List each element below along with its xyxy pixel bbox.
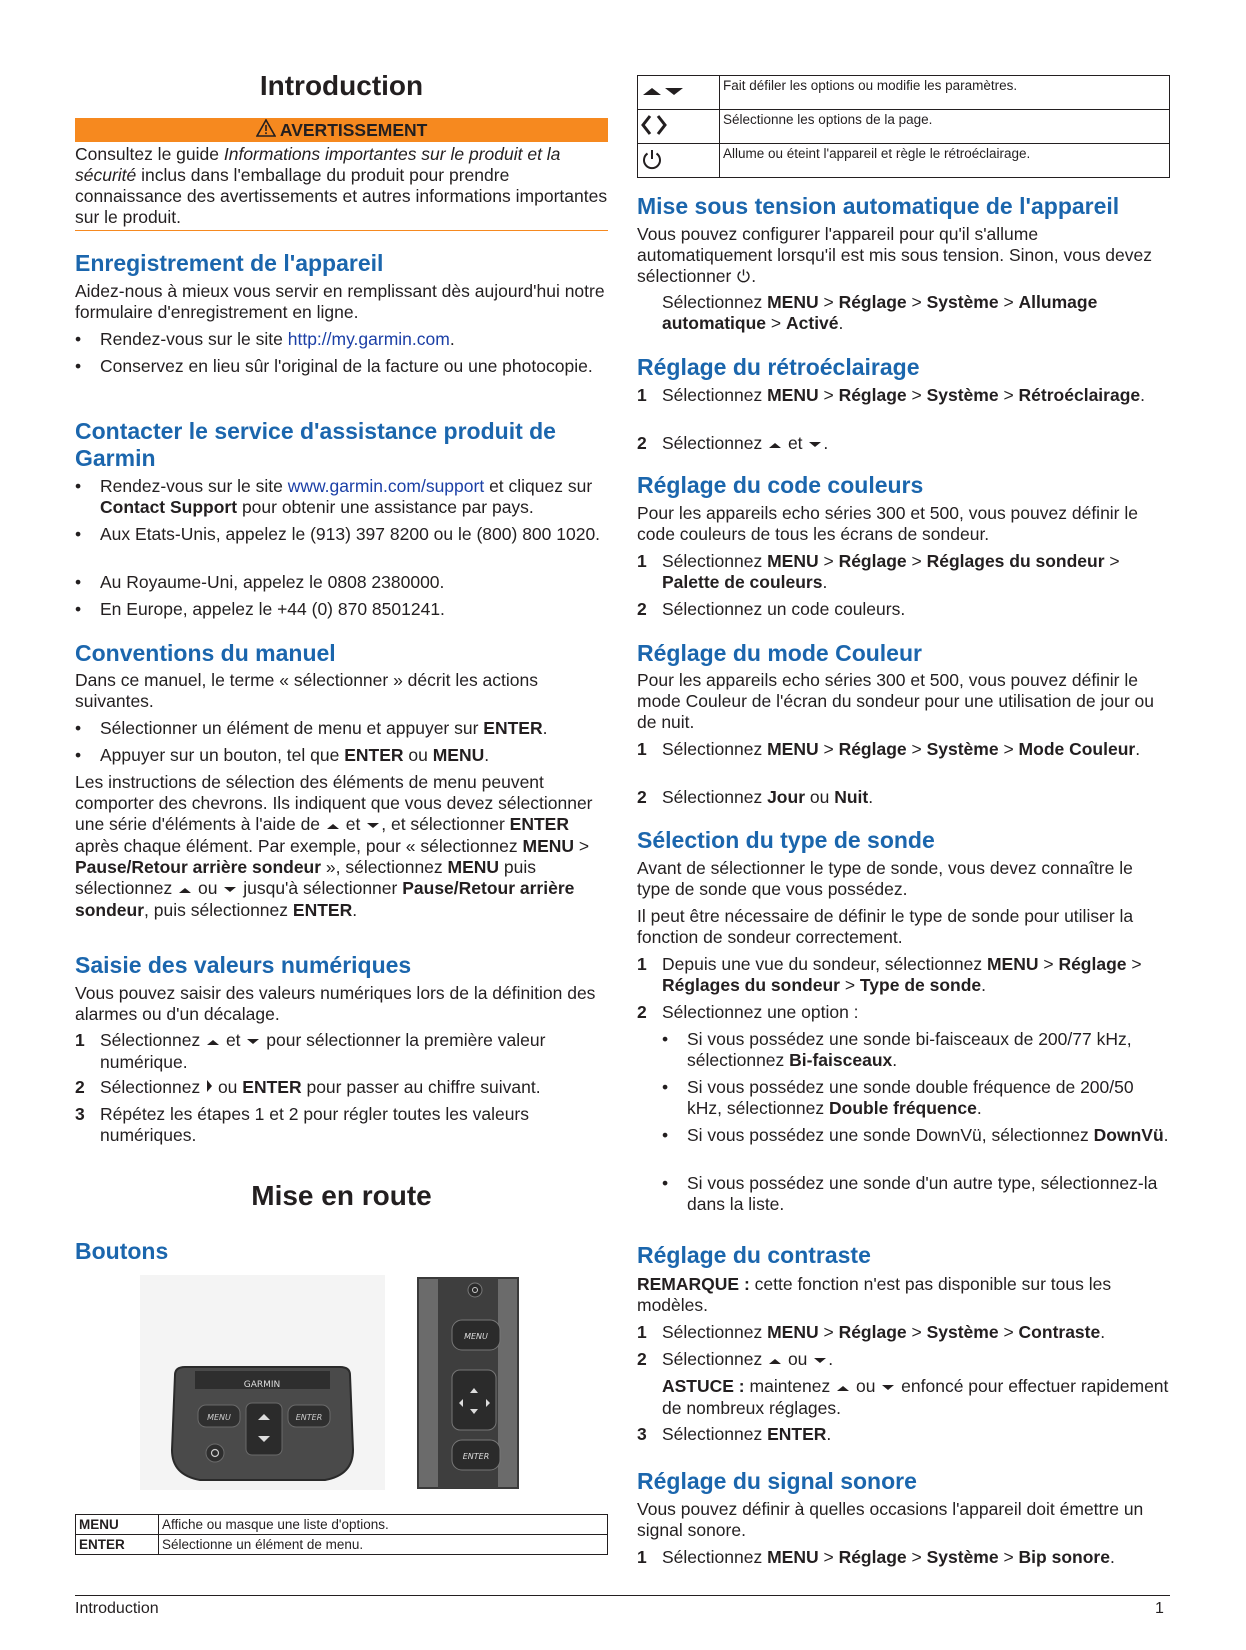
- device-menu-label: MENU: [207, 1413, 231, 1422]
- warning-label: AVERTISSEMENT: [279, 120, 428, 140]
- getting-started-title: Mise en route: [251, 1180, 432, 1211]
- up-arrow-icon: [205, 1031, 221, 1052]
- device-brand: GARMIN: [243, 1380, 281, 1390]
- backlight-heading: Réglage du rétroéclairage: [637, 354, 920, 380]
- up-arrow-icon: [177, 879, 193, 900]
- right-arrow-icon: [205, 1078, 213, 1099]
- garmin-register-link[interactable]: http://my.garmin.com: [287, 329, 450, 349]
- power-icon: [641, 148, 663, 173]
- device-illustration: [140, 1275, 540, 1490]
- down-arrow-icon: [812, 1350, 828, 1371]
- contrast-heading: Réglage du contraste: [637, 1242, 871, 1268]
- svg-text:MENU: MENU: [464, 1332, 488, 1341]
- up-arrow-icon: [325, 815, 341, 836]
- svg-text:ENTER: ENTER: [462, 1452, 490, 1461]
- colormode-heading: Réglage du mode Couleur: [637, 640, 922, 666]
- table-row: Sélectionne les options de la page.: [638, 110, 1170, 144]
- support-heading: Contacter le service d'assistance produit de Garmin: [75, 418, 556, 471]
- registration-heading: Enregistrement de l'appareil: [75, 250, 384, 276]
- registration-text: Aidez-nous à mieux vous servir en remplissant dès aujourd'hui notre formulaire d'enregistrement en ligne.: [75, 281, 605, 322]
- buttons-heading: Boutons: [75, 1238, 169, 1264]
- autopower-text: Vous pouvez configurer l'appareil pour qu'il s'allume automatiquement lorsqu'il est mis sous tension. Sinon, vous devez sélectionner .: [637, 224, 1153, 286]
- down-arrow-icon: [245, 1031, 261, 1052]
- transducer-text-2: Il peut être nécessaire de définir le type de sonde pour utiliser la fonction de sondeur correctement.: [637, 906, 1134, 947]
- numeric-heading: Saisie des valeurs numériques: [75, 952, 412, 978]
- warning-icon: [256, 119, 276, 143]
- icon-table: [637, 75, 1170, 178]
- up-down-arrows-icon: [641, 84, 685, 101]
- power-icon: [736, 267, 751, 288]
- numeric-text: Vous pouvez saisir des valeurs numériques lors de la définition des alarmes ou d'un décalage.: [75, 983, 596, 1024]
- down-arrow-icon: [880, 1377, 896, 1398]
- autopower-heading: Mise sous tension automatique de l'appareil: [637, 193, 1120, 219]
- up-arrow-icon: [835, 1377, 851, 1398]
- table-row: Fait défiler les options ou modifie les paramètres.: [638, 76, 1170, 110]
- footer-section: Introduction: [75, 1600, 159, 1617]
- down-arrow-icon: [222, 879, 238, 900]
- garmin-support-link[interactable]: www.garmin.com/support: [287, 476, 485, 496]
- beeper-heading: Réglage du signal sonore: [637, 1468, 917, 1494]
- warning-rule: [75, 230, 608, 231]
- footer-rule: [75, 1595, 1170, 1596]
- device-enter-label: ENTER: [295, 1413, 323, 1422]
- conventions-heading: Conventions du manuel: [75, 640, 336, 666]
- key-table: [75, 1514, 608, 1555]
- autopower-path: Sélectionnez MENU > Réglage > Système > Allumage automatique > Activé.: [662, 292, 1098, 333]
- beeper-text: Vous pouvez définir à quelles occasions l'appareil doit émettre un signal sonore.: [637, 1499, 1144, 1540]
- intro-title: Introduction: [259, 70, 424, 101]
- table-row: Allume ou éteint l'appareil et règle le rétroéclairage.: [638, 144, 1170, 178]
- conventions-text: Dans ce manuel, le terme « sélectionner » décrit les actions suivantes.: [75, 670, 539, 711]
- page-number: 1: [1155, 1600, 1164, 1617]
- table-row: ENTER Sélectionne un élément de menu.: [76, 1535, 608, 1555]
- table-row: MENU Affiche ou masque une liste d'options.: [76, 1515, 608, 1535]
- warning-banner: [75, 118, 608, 142]
- down-arrow-icon: [365, 815, 381, 836]
- transducer-text-1: Avant de sélectionner le type de sonde, vous devez connaître le type de sonde que vous possédez.: [637, 858, 1133, 899]
- up-arrow-icon: [767, 1350, 783, 1371]
- up-arrow-icon: [767, 434, 783, 455]
- contrast-tip: ASTUCE : maintenez ou enfoncé pour effectuer rapidement de nombreux réglages.: [662, 1376, 1169, 1418]
- colorcode-text: Pour les appareils echo séries 300 et 500, vous pouvez définir le code couleurs de tous les écrans de sondeur.: [637, 503, 1138, 544]
- colorcode-heading: Réglage du code couleurs: [637, 472, 924, 498]
- conventions-paragraph: Les instructions de sélection des éléments de menu peuvent comporter des chevrons. Ils indiquent que vous devez sélectionner une série d'éléments à l'aide de et , et sélectionner ENTER après chaque élément. Par exemple, pour « sélectionnez MENU > Pause/Retour arrière sondeur », sélectionnez MENU puis sélectionnez ou jusqu'à sélectionner Pause/Retour arrière sondeur, puis sélectionnez ENTER.: [75, 772, 593, 920]
- warning-text: Consultez le guide Informations importantes sur le produit et la sécurité inclus dans l'emballage du produit pour prendre connaissance des avertissements et autres informations importantes sur le produit.: [75, 144, 608, 227]
- left-right-arrows-icon: [641, 114, 667, 139]
- colormode-text: Pour les appareils echo séries 300 et 500, vous pouvez définir le mode Couleur de l'écran du sondeur pour une utilisation de jour ou de nuit.: [637, 670, 1155, 732]
- down-arrow-icon: [807, 434, 823, 455]
- transducer-heading: Sélection du type de sonde: [637, 827, 935, 853]
- contrast-note: REMARQUE : cette fonction n'est pas disponible sur tous les modèles.: [637, 1274, 1112, 1315]
